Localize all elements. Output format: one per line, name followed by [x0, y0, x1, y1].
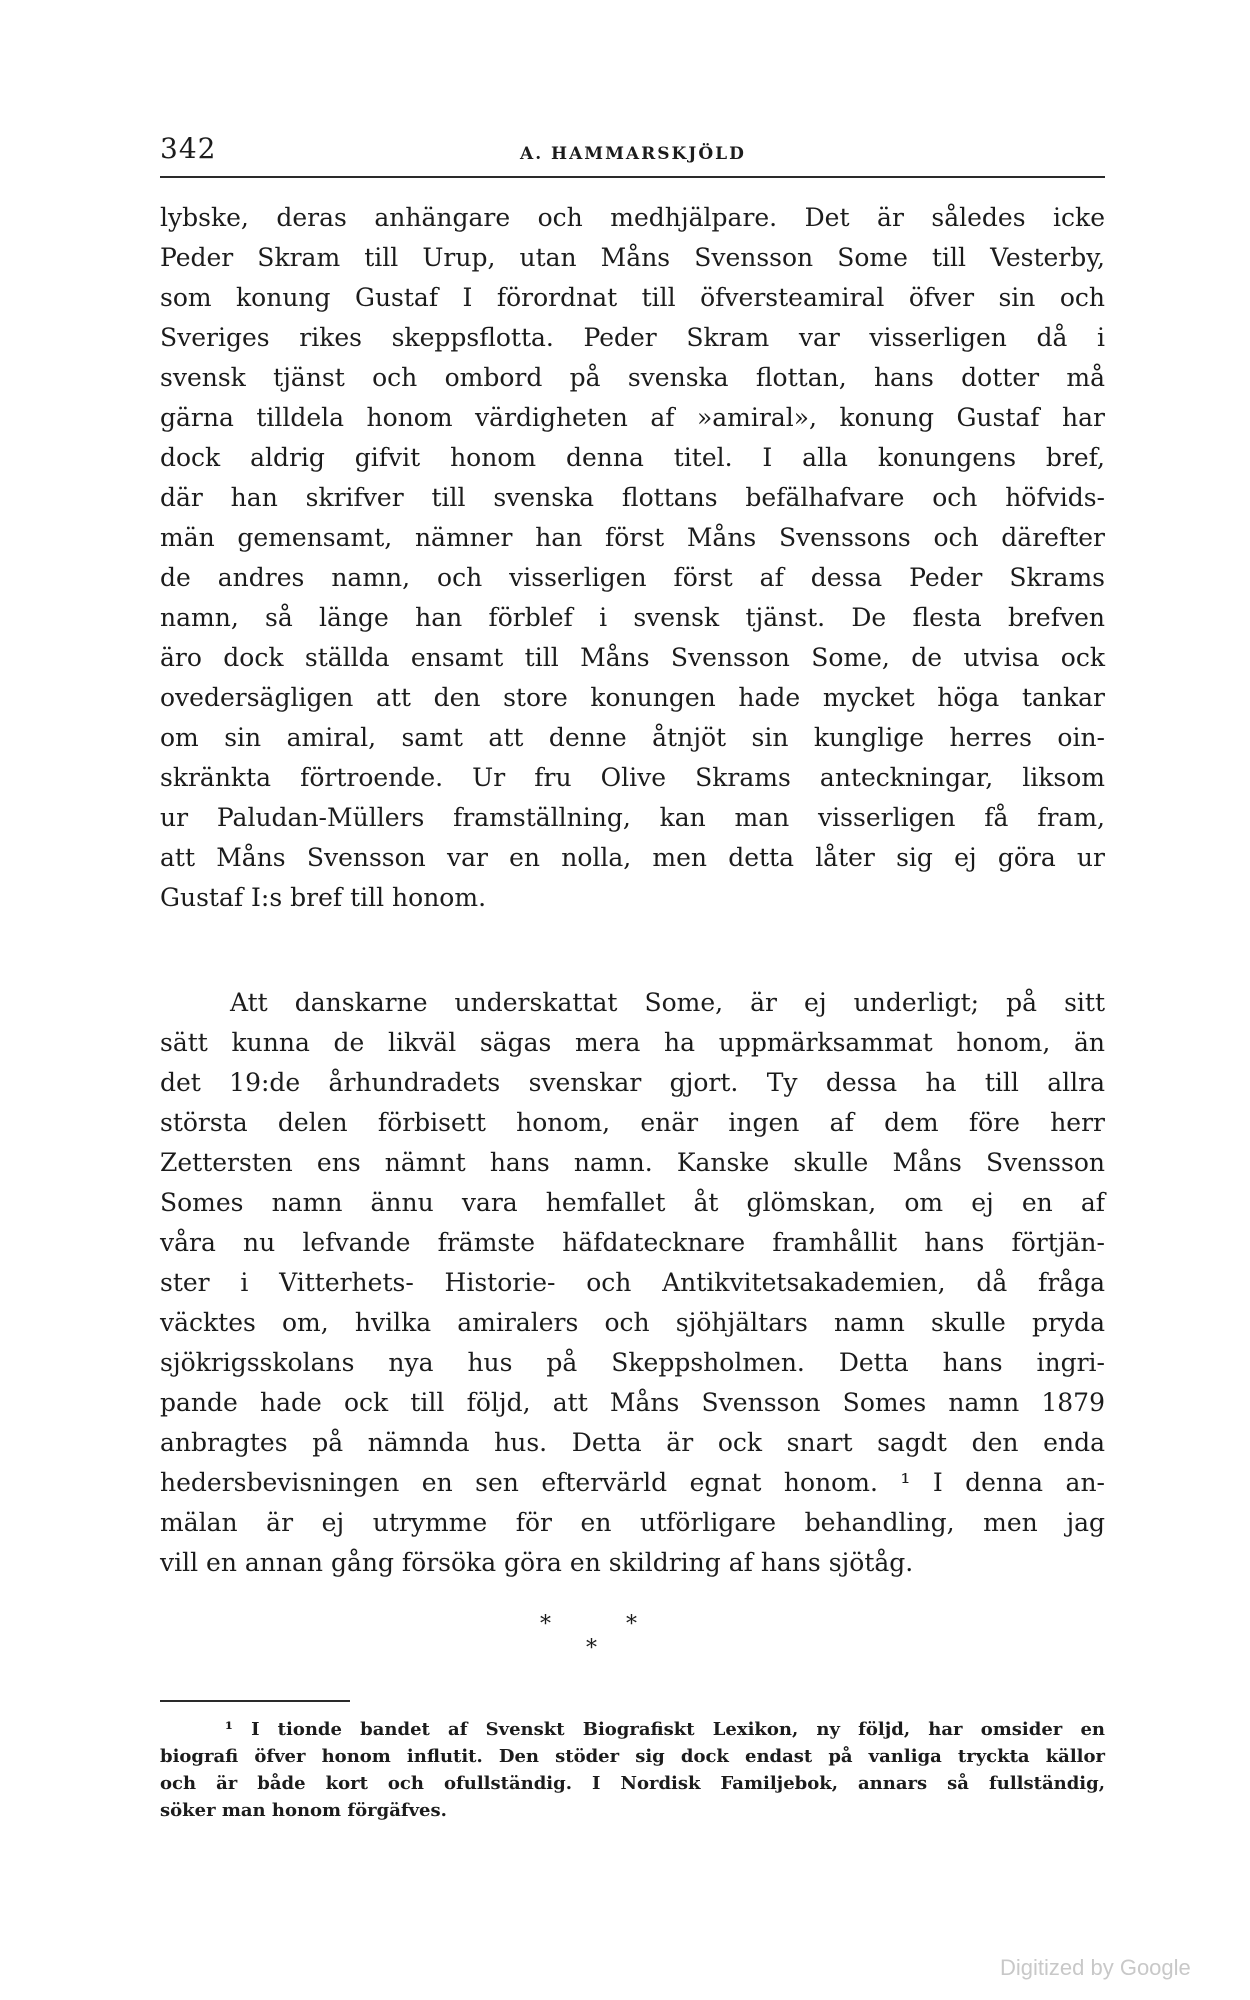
- text-line: där han skrifver till svenska flottans befälhafvare och höfvids-: [160, 483, 1105, 512]
- text-line: sjökrigsskolans nya hus på Skeppsholmen. Detta hans ingri-: [160, 1348, 1105, 1377]
- text-line: män gemensamt, nämner han först Måns Svenssons och därefter: [160, 523, 1105, 552]
- text-line: Zettersten ens nämnt hans namn. Kanske skulle Måns Svensson: [160, 1148, 1105, 1177]
- text-line: anbragtes på nämnda hus. Detta är ock snart sagdt den enda: [160, 1428, 1105, 1457]
- text-line: äro dock ställda ensamt till Måns Svensson Some, de utvisa ock: [160, 643, 1105, 672]
- footnote-line: biografi öfver honom influtit. Den stöder sig dock endast på vanliga tryckta källor: [160, 1746, 1105, 1767]
- text-line: som konung Gustaf I förordnat till öfversteamiral öfver sin och: [160, 283, 1105, 312]
- footnote-line: och är både kort och ofullständig. I Nordisk Familjebok, annars så fullständig,: [160, 1773, 1105, 1794]
- text-line: Att danskarne underskattat Some, är ej underligt; på sitt: [230, 988, 1105, 1017]
- header-rule: [160, 176, 1105, 178]
- text-line: våra nu lefvande främste häfdatecknare framhållit hans förtjän-: [160, 1228, 1105, 1257]
- footnote-rule: [160, 1700, 350, 1702]
- text-line: namn, så länge han förblef i svensk tjänst. De flesta brefven: [160, 603, 1105, 632]
- text-line: svensk tjänst och ombord på svenska flottan, hans dotter må: [160, 363, 1105, 392]
- asterisk: *: [540, 1612, 551, 1637]
- text-line: Peder Skram till Urup, utan Måns Svensson Some till Vesterby,: [160, 243, 1105, 272]
- text-line: pande hade ock till följd, att Måns Svensson Somes namn 1879: [160, 1388, 1105, 1417]
- section-separator: [540, 1612, 740, 1672]
- text-line: det 19:de århundradets svenskar gjort. Ty dessa ha till allra: [160, 1068, 1105, 1097]
- text-line: Somes namn ännu vara hemfallet åt glömskan, om ej en af: [160, 1188, 1105, 1217]
- text-line: gärna tilldela honom värdigheten af »amiral», konung Gustaf har: [160, 403, 1105, 432]
- paragraph-2: [160, 983, 1105, 1583]
- asterisk: *: [586, 1636, 597, 1661]
- footnote: [160, 1716, 1105, 1824]
- text-line: väcktes om, hvilka amiralers och sjöhjältars namn skulle pryda: [160, 1308, 1105, 1337]
- running-head: A. HAMMARSKJÖLD: [520, 144, 746, 164]
- text-line: de andres namn, och visserligen först af dessa Peder Skrams: [160, 563, 1105, 592]
- text-line: att Måns Svensson var en nolla, men detta låter sig ej göra ur: [160, 843, 1105, 872]
- text-line: största delen förbisett honom, enär ingen af dem före herr: [160, 1108, 1105, 1137]
- text-line: Gustaf I:s bref till honom.: [160, 883, 487, 912]
- text-line: sätt kunna de likväl sägas mera ha uppmärksammat honom, än: [160, 1028, 1105, 1057]
- text-line: Sveriges rikes skeppsflotta. Peder Skram var visserligen då i: [160, 323, 1105, 352]
- page-header: [160, 132, 1110, 172]
- text-line: lybske, deras anhängare och medhjälpare. Det är således icke: [160, 203, 1105, 232]
- text-line: mälan är ej utrymme för en utförligare behandling, men jag: [160, 1508, 1105, 1537]
- digitization-watermark: Digitized by Google: [1000, 1955, 1191, 1980]
- text-line: om sin amiral, samt att denne åtnjöt sin kunglige herres oin-: [160, 723, 1105, 752]
- text-line: ster i Vitterhets- Historie- och Antikvitetsakademien, då fråga: [160, 1268, 1105, 1297]
- text-line: vill en annan gång försöka göra en skildring af hans sjötåg.: [160, 1548, 914, 1577]
- page-number: 342: [160, 132, 217, 165]
- text-line: hedersbevisningen en sen eftervärld egnat honom. ¹ I denna an-: [160, 1468, 1105, 1497]
- text-line: dock aldrig gifvit honom denna titel. I alla konungens bref,: [160, 443, 1105, 472]
- paragraph-1: [160, 198, 1105, 918]
- footnote-line: söker man honom förgäfves.: [160, 1800, 447, 1821]
- text-line: ovedersägligen att den store konungen hade mycket höga tankar: [160, 683, 1105, 712]
- text-line: skränkta förtroende. Ur fru Olive Skrams anteckningar, liksom: [160, 763, 1105, 792]
- footnote-line: ¹ I tionde bandet af Svenskt Biografiskt Lexikon, ny följd, har omsider en: [225, 1719, 1105, 1740]
- text-line: ur Paludan-Müllers framställning, kan man visserligen få fram,: [160, 803, 1105, 832]
- asterisk: *: [626, 1612, 637, 1637]
